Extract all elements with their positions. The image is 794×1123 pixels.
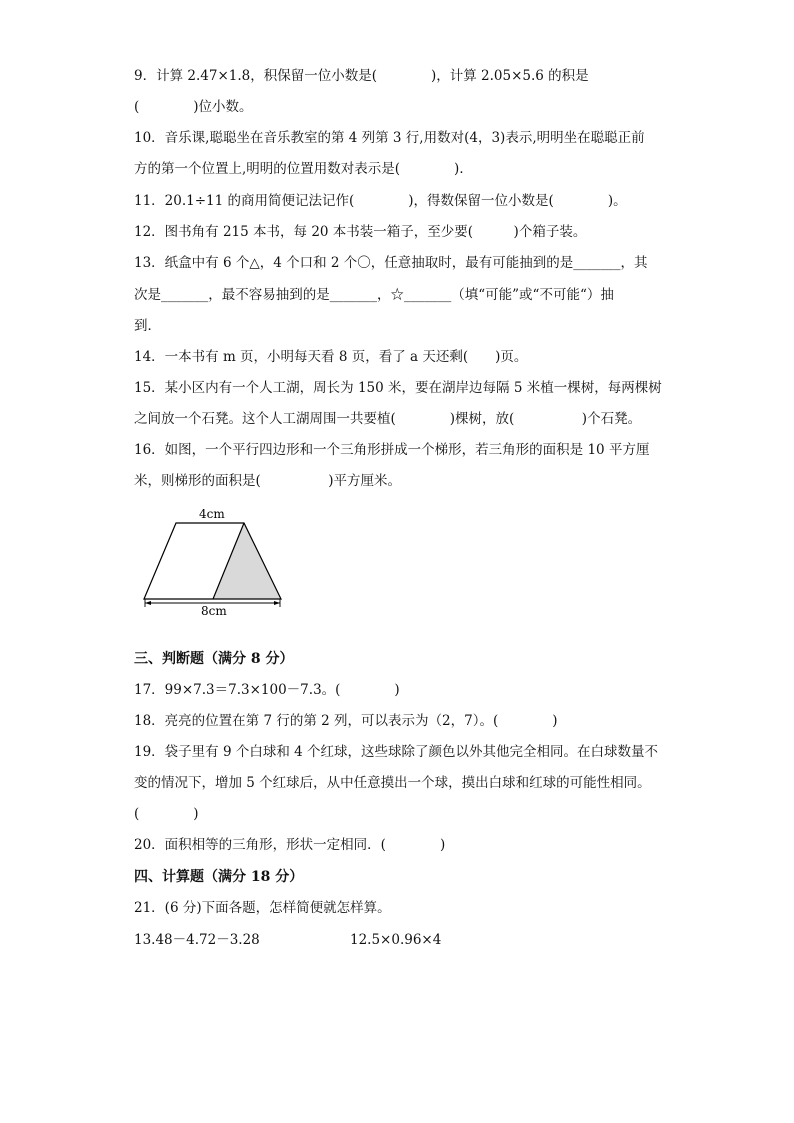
question-15-line-1: 15．某小区内有一个人工湖，周长为 150 米，要在湖岸边每隔 5 米植一棵树，每两棵树 [134,380,662,396]
question-19-line-3: ( ) [134,806,199,822]
expression-1: 13.48－4.72－3.28 [134,932,260,948]
question-12: 12．图书角有 215 本书，每 20 本书装一箱子，至少要( )个箱子装。 [134,224,587,240]
question-19-line-1: 19．袋子里有 9 个白球和 4 个红球，这些球除了颜色以外其他完全相同。在白球数量不 [134,744,659,760]
question-13-line-3: 到． [134,318,161,334]
question-13-line-2: 次是_______，最不容易抽到的是_______，☆_______（填“可能”或“不可能“）抽 [134,287,614,303]
question-13-line-1: 13．纸盒中有 6 个△，4 个口和 2 个〇，任意抽取时，最有可能抽到的是_______，其 [134,255,648,271]
dimension-arrow-right [274,601,280,605]
question-9-line-2: ( )位小数。 [134,99,253,115]
section-3-heading: 三、判断题（满分 8 分） [134,651,294,667]
question-21: 21．(6 分)下面各题，怎样简便就怎样算。 [134,900,391,916]
question-16-line-1: 16．如图，一个平行四边形和一个三角形拼成一个梯形，若三角形的面积是 10 平方厘 [134,442,650,458]
trapezoid-figure [138,504,288,616]
bottom-length-label: 8cm [201,604,227,616]
question-10-line-1: 10．音乐课,聪聪坐在音乐教室的第 4 列第 3 行,用数对(4，3)表示,明明坐在聪聪正前 [134,130,645,146]
top-length-label: 4cm [199,507,225,521]
section-4-heading: 四、计算题（满分 18 分） [134,869,304,885]
question-9-line-1: 9．计算 2.47×1.8，积保留一位小数是( )，计算 2.05×5.6 的积是 [134,68,589,84]
question-16-line-2: 米，则梯形的面积是( )平方厘米。 [134,473,402,489]
question-15-line-2: 之间放一个石凳。这个人工湖周围一共要植( )棵树，放( )个石凳。 [134,411,642,427]
question-17: 17．99×7.3＝7.3×100－7.3。( ) [134,682,400,698]
question-18: 18．亮亮的位置在第 7 行的第 2 列，可以表示为（2，7）。( ) [134,713,558,729]
expression-2: 12.5×0.96×4 [350,932,442,948]
dimension-arrow-left [145,601,151,605]
question-14: 14．一本书有 m 页，小明每天看 8 页，看了 a 天还剩( )页。 [134,349,528,365]
question-10-line-2: 方的第一个位置上,明明的位置用数对表示是( )． [134,161,473,177]
question-20: 20．面积相等的三角形，形状一定相同．( ) [134,837,446,853]
shaded-triangle [213,523,281,599]
question-19-line-2: 变的情况下，增加 5 个红球后，从中任意摸出一个球，摸出白球和红球的可能性相同。 [134,775,651,791]
question-11: 11．20.1÷11 的商用简便记法记作( )，得数保留一位小数是( )。 [134,193,627,209]
